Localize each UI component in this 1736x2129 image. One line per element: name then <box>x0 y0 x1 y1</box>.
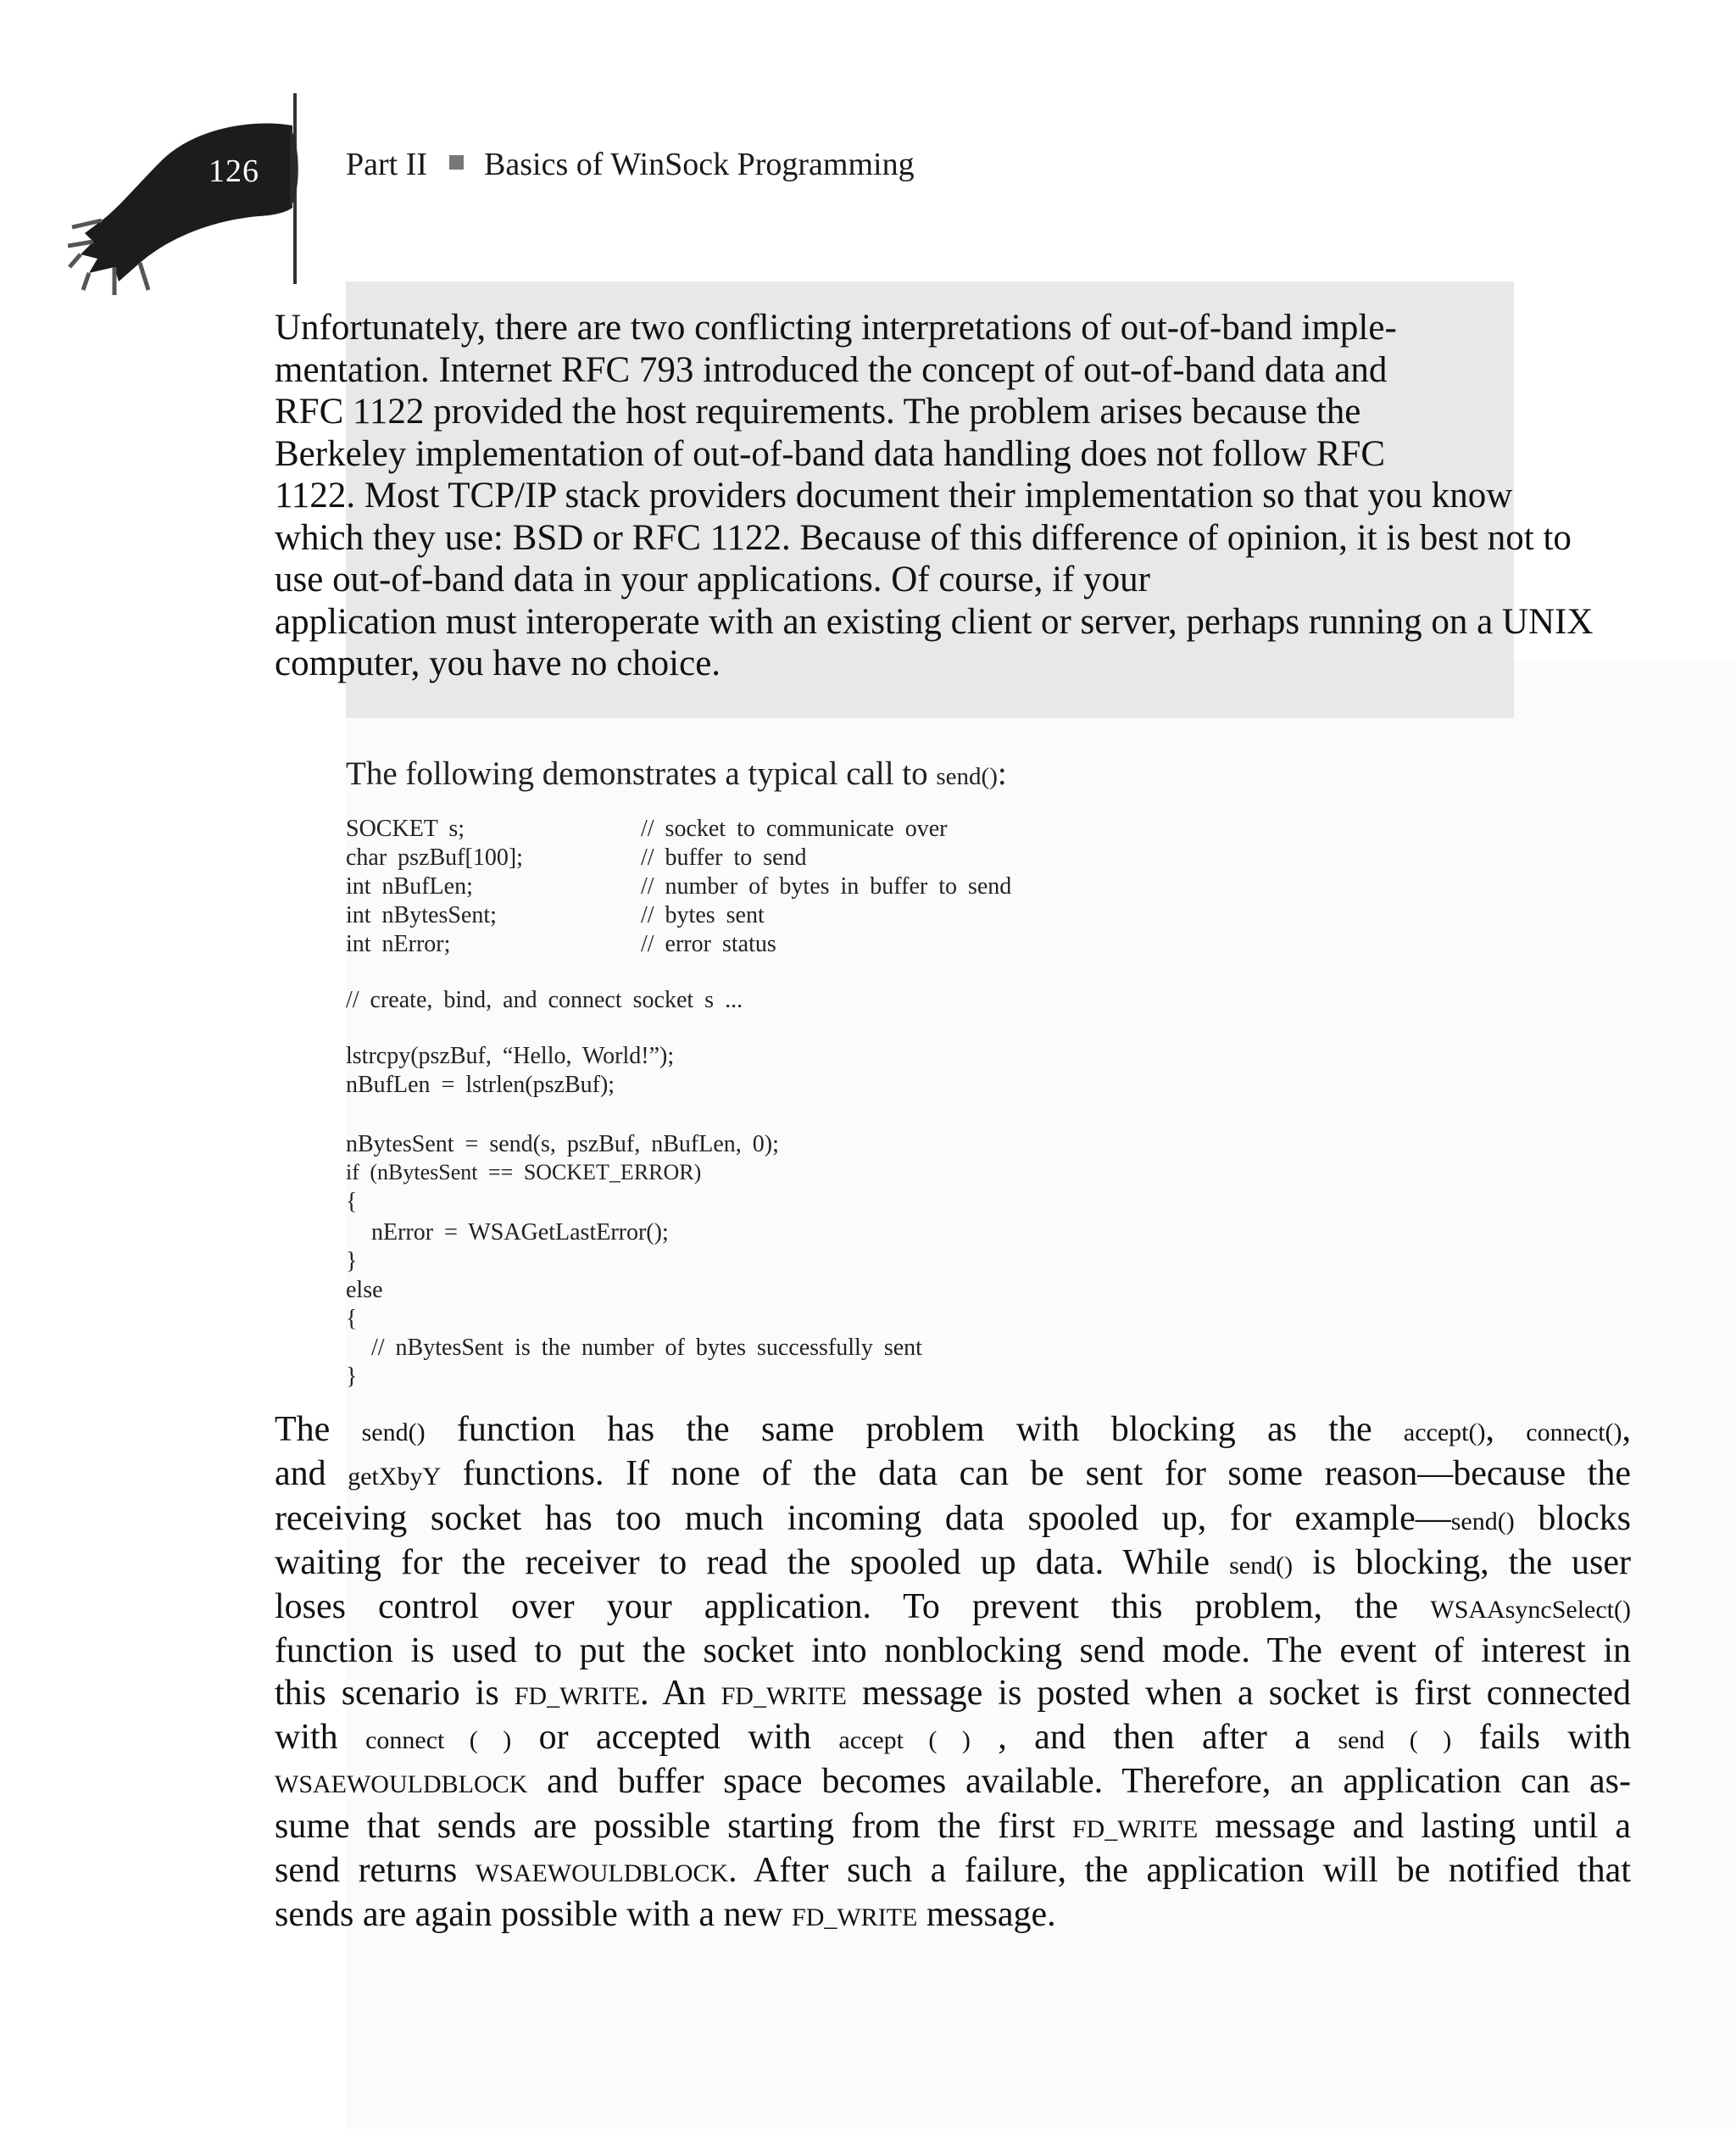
code-line: else <box>346 1277 383 1303</box>
body-line: The send() function has the same problem with blocking as the accept(), connect(), <box>275 1410 1632 1449</box>
note-line: use out-of-band data in your applications. Of course, if your <box>275 560 1150 599</box>
note-line: application must interoperate with an existing client or server, perhaps running on a UNIX <box>275 601 1594 642</box>
code-line: { <box>346 1306 358 1332</box>
code-line: nBytesSent = send(s, pszBuf, nBufLen, 0); <box>346 1131 779 1157</box>
body-line: sends are again possible with a new FD_WRITE message. <box>275 1895 1056 1935</box>
code-line: // nBytesSent is the number of bytes successfully sent <box>371 1335 922 1361</box>
page-number: 126 <box>209 153 259 189</box>
body-paragraph <box>275 1409 1631 1939</box>
code-line: SOCKET s; <box>346 816 465 842</box>
code-line: } <box>346 1363 358 1390</box>
body-line: waiting for the receiver to read the spooled up data. While send() is blocking, the user <box>275 1542 1631 1582</box>
body-line: sume that sends are possible starting from the first FD_WRITE message and lasting until a <box>275 1806 1631 1846</box>
note-line: computer, you have no choice. <box>275 644 721 683</box>
body-line: loses control over your application. To prevent this problem, the WSAAsyncSelect() <box>275 1587 1631 1627</box>
code-line: lstrcpy(pszBuf, “Hello, World!”); <box>346 1043 675 1069</box>
code-line: char pszBuf[100]; <box>346 844 523 871</box>
note-line: RFC 1122 provided the host requirements. The problem arises because the <box>275 392 1361 432</box>
body-line: with connect ( ) or accepted with accept ( ) , and then after a send ( ) fails with <box>275 1718 1632 1758</box>
chapter-title: Basics of WinSock Programming <box>484 147 915 182</box>
code-comment: // number of bytes in buffer to send <box>641 873 1012 900</box>
body-line: this scenario is FD_WRITE. An FD_WRITE message is posted when a socket is first connected <box>275 1673 1631 1713</box>
body-line: send returns WSAEWOULDBLOCK. After such a failure, the application will be notified that <box>275 1850 1631 1890</box>
body-line: WSAEWOULDBLOCK and buffer space becomes available. Therefore, an application can as- <box>275 1762 1631 1802</box>
code-line: { <box>346 1189 358 1215</box>
ribbon-logo <box>68 93 331 297</box>
intro-sentence <box>346 755 1007 793</box>
inline-code: send() <box>936 763 998 790</box>
running-head <box>346 146 915 183</box>
part-label: Part II <box>346 147 428 182</box>
code-comment: // bytes sent <box>641 902 765 928</box>
code-comment: // buffer to send <box>641 844 807 871</box>
code-comment: // socket to communicate over <box>641 816 948 842</box>
code-line: } <box>346 1248 358 1274</box>
code-line: if (nBytesSent == SOCKET_ERROR) <box>346 1160 702 1184</box>
separator-square-icon <box>449 155 464 170</box>
note-line: 1122. Most TCP/IP stack providers document their implementation so that you know <box>275 476 1513 516</box>
code-line: int nBytesSent; <box>346 902 497 928</box>
code-line: int nBufLen; <box>346 873 473 900</box>
code-comment: // error status <box>641 931 776 957</box>
intro-suffix: : <box>997 755 1007 792</box>
code-line: // create, bind, and connect socket s ... <box>346 987 743 1013</box>
note-line: which they use: BSD or RFC 1122. Because of this difference of opinion, it is best not to <box>275 517 1572 558</box>
body-line: receiving socket has too much incoming data spooled up, for example—send() blocks <box>275 1498 1631 1538</box>
note-line: Berkeley implementation of out-of-band data handling does not follow RFC <box>275 433 1386 474</box>
intro-text: The following demonstrates a typical call to <box>346 755 937 792</box>
note-paragraph <box>275 307 1593 685</box>
body-line: and getXbyY functions. If none of the data can be sent for some reason—because the <box>275 1454 1631 1494</box>
code-line: nError = WSAGetLastError(); <box>371 1219 669 1246</box>
code-line: int nError; <box>346 931 451 957</box>
note-line: Unfortunately, there are two conflicting interpretations of out-of-band imple- <box>275 308 1397 348</box>
body-line: function is used to put the socket into nonblocking send mode. The event of interest in <box>275 1631 1631 1671</box>
code-line: nBufLen = lstrlen(pszBuf); <box>346 1072 615 1098</box>
note-line: mentation. Internet RFC 793 introduced the concept of out-of-band data and <box>275 349 1388 390</box>
